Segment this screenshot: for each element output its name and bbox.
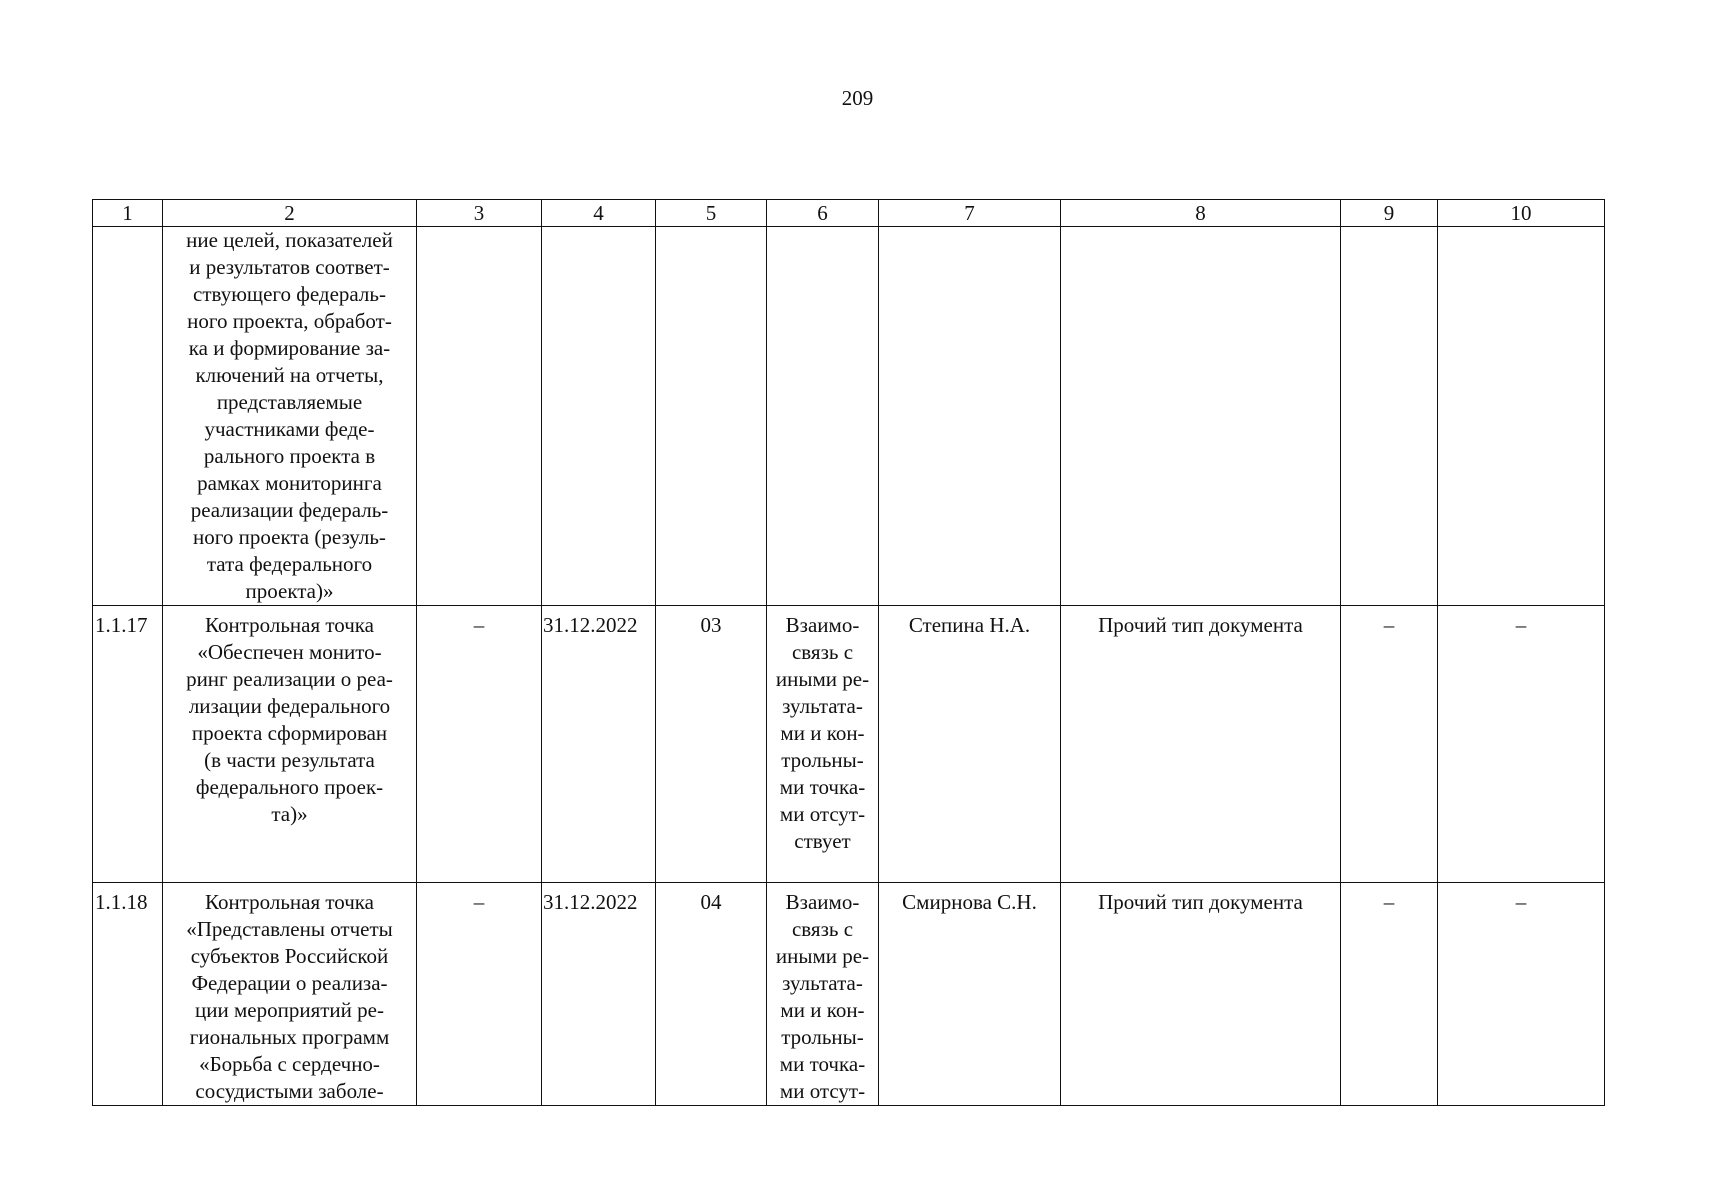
text-line: гиональных программ: [189, 1025, 390, 1049]
text-line: «Обеспечен монито-: [197, 640, 382, 664]
cell-date: 31.12.2022: [542, 883, 656, 1106]
cell-empty: [656, 227, 767, 606]
text-line: ного проекта, обработ-: [187, 309, 392, 333]
text-line: та)»: [271, 802, 308, 826]
cell-document-type: Прочий тип документа: [1061, 883, 1341, 1106]
column-header-9: 9: [1341, 200, 1438, 227]
cell-column-10: –: [1438, 883, 1605, 1106]
column-header-6: 6: [767, 200, 879, 227]
cell-column-10: –: [1438, 606, 1605, 883]
text-line: зультата-: [782, 694, 863, 718]
cell-description: [163, 883, 417, 1106]
text-line: ми точка-: [779, 1052, 866, 1076]
cell-relation: [767, 606, 879, 883]
text-line: ствует: [794, 829, 851, 853]
text-line: рамках мониторинга: [197, 471, 382, 495]
cell-relation: [767, 883, 879, 1106]
text-line: ми отсут-: [779, 802, 866, 826]
cell-empty: [542, 227, 656, 606]
text-line: федерального проек-: [195, 775, 384, 799]
text-line: лизации федерального: [188, 694, 391, 718]
cell-description: [163, 227, 417, 606]
text-line: Федерации о реализа-: [191, 971, 388, 995]
text-line: Контрольная точка: [204, 890, 374, 914]
column-header-1: 1: [93, 200, 163, 227]
text-line: связь с: [791, 917, 854, 941]
text-line: субъектов Российской: [190, 944, 389, 968]
cell-column-3: –: [417, 606, 542, 883]
text-line: ми и кон-: [780, 721, 865, 745]
text-line: ми и кон-: [780, 998, 865, 1022]
column-header-8: 8: [1061, 200, 1341, 227]
text-line: иными ре-: [775, 944, 870, 968]
cell-responsible-person: Степина Н.А.: [879, 606, 1061, 883]
column-header-10: 10: [1438, 200, 1605, 227]
cell-number: 1.1.17: [93, 606, 163, 883]
text-line: зультата-: [782, 971, 863, 995]
cell-document-type: Прочий тип документа: [1061, 606, 1341, 883]
cell-column-9: –: [1341, 883, 1438, 1106]
cell-empty: [879, 227, 1061, 606]
page-number: 209: [841, 86, 874, 110]
text-line: «Борьба с сердечно-: [199, 1052, 380, 1076]
cell-empty: [767, 227, 879, 606]
cell-number: [93, 227, 163, 606]
text-line: проекта)»: [245, 579, 334, 603]
column-header-7: 7: [879, 200, 1061, 227]
text-line: трольны-: [781, 1025, 864, 1049]
text-line: рального проекта в: [203, 444, 376, 468]
cell-code: 04: [656, 883, 767, 1106]
text-line: участниками феде-: [204, 417, 375, 441]
text-line: реализации федераль-: [190, 498, 389, 522]
text-line: трольны-: [781, 748, 864, 772]
cell-empty: [1341, 227, 1438, 606]
text-line: (в части результата: [204, 748, 375, 772]
text-line: иными ре-: [775, 667, 870, 691]
column-header-4: 4: [542, 200, 656, 227]
cell-empty: [1438, 227, 1605, 606]
table-row-1-1-18: [93, 883, 1605, 1106]
text-line: ного проекта (резуль-: [193, 525, 386, 549]
text-line: «Представлены отчеты: [186, 917, 393, 941]
text-line: проекта сформирован: [191, 721, 388, 745]
text-line: и результатов соответ-: [189, 255, 390, 279]
cell-date: 31.12.2022: [542, 606, 656, 883]
text-line: сосудистыми заболе-: [195, 1079, 384, 1103]
text-line: ка и формирование за-: [188, 336, 391, 360]
cell-column-9: –: [1341, 606, 1438, 883]
cell-responsible-person: Смирнова С.Н.: [879, 883, 1061, 1106]
text-line: Взаимо-: [785, 613, 860, 637]
text-line: ключений на отчеты,: [195, 363, 384, 387]
column-header-2: 2: [163, 200, 417, 227]
cell-empty: [417, 227, 542, 606]
column-number-header-row: [93, 200, 1605, 227]
cell-column-3: –: [417, 883, 542, 1106]
cell-code: 03: [656, 606, 767, 883]
text-line: ствующего федераль-: [193, 282, 386, 306]
text-line: представляемые: [216, 390, 363, 414]
text-line: Контрольная точка: [204, 613, 374, 637]
text-line: ринг реализации о реа-: [186, 667, 393, 691]
cell-number: 1.1.18: [93, 883, 163, 1106]
text-line: связь с: [791, 640, 854, 664]
column-header-3: 3: [417, 200, 542, 227]
text-line: ние целей, показателей: [186, 228, 393, 252]
text-line: Взаимо-: [785, 890, 860, 914]
column-header-5: 5: [656, 200, 767, 227]
text-line: ции мероприятий ре-: [195, 998, 384, 1022]
table-row-continuation: [93, 227, 1605, 606]
document-table: [92, 199, 1605, 1106]
cell-empty: [1061, 227, 1341, 606]
text-line: ми отсут-: [779, 1079, 866, 1103]
cell-description: [163, 606, 417, 883]
text-line: ми точка-: [779, 775, 866, 799]
text-line: тата федерального: [206, 552, 373, 576]
table-row-1-1-17: [93, 606, 1605, 883]
